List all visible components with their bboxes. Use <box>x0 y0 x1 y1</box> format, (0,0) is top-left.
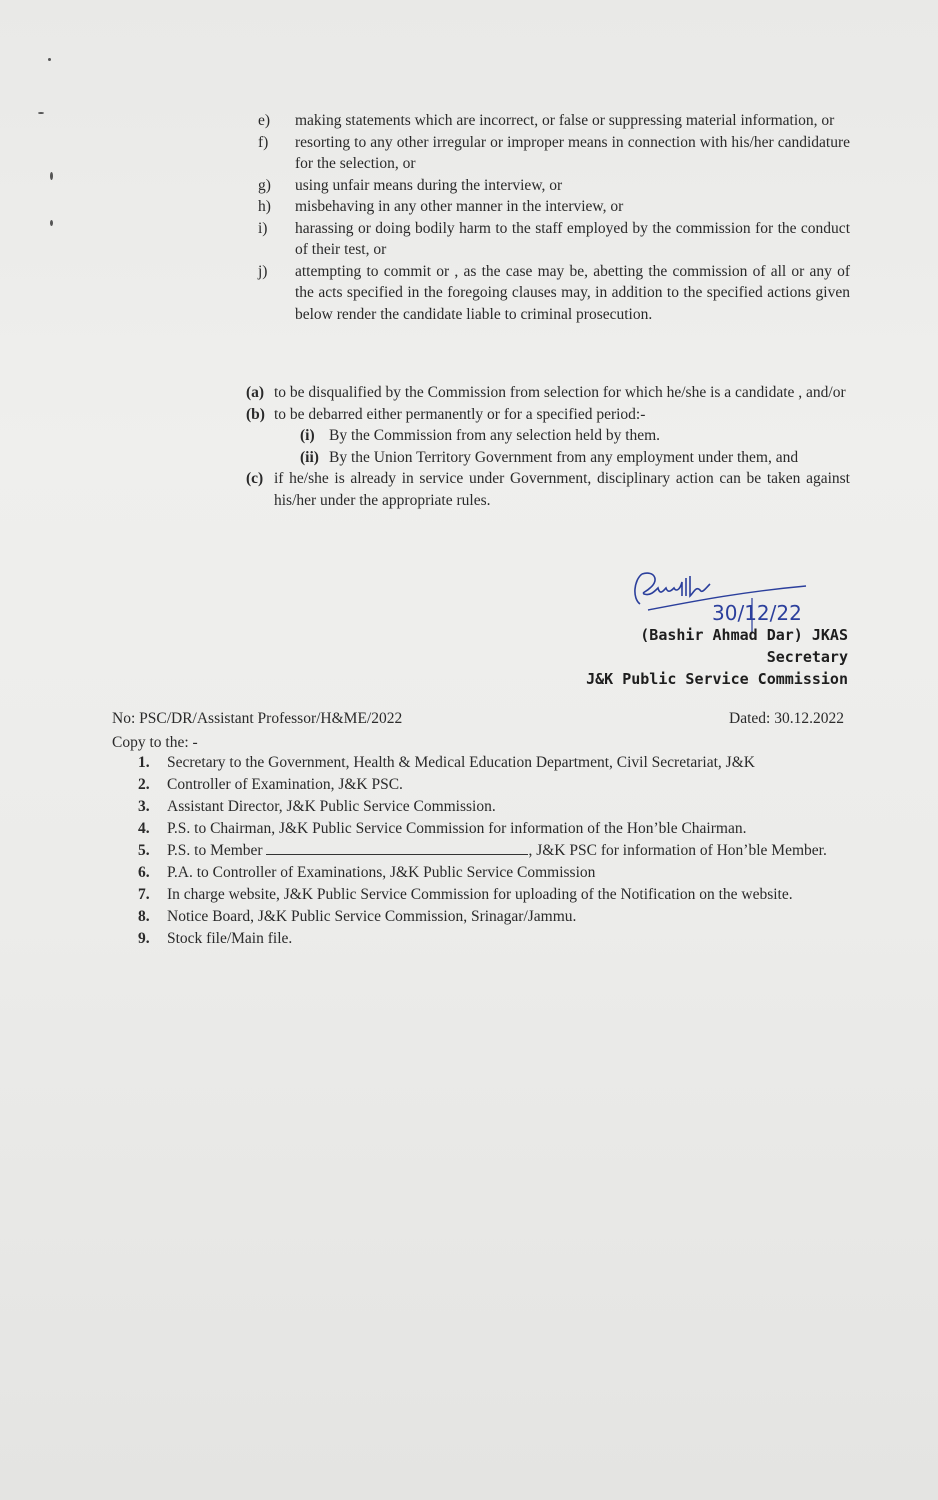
handwritten-signature-icon <box>620 562 820 632</box>
copy-item: 1. Secretary to the Government, Health & Medical Education Department, Civil Secretariat, J&K <box>138 754 755 771</box>
clause-f: f) resorting to any other irregular or improper means in connection with his/her candidature for the selection, or <box>258 133 850 172</box>
action-a: (a) to be disqualified by the Commission from selection for which he/she is a candidate , and/or <box>246 384 846 401</box>
clause-g: g) using unfair means during the interview, or <box>258 176 563 194</box>
action-b: (b) to be debarred either permanently or for a specified period:- <box>246 405 646 423</box>
member-name-blank <box>266 842 528 855</box>
action-b-i: (i) By the Commission from any selection held by them. <box>300 427 661 444</box>
signatory-organization: J&K Public Service Commission <box>586 670 848 688</box>
paper-speck <box>50 220 53 226</box>
copy-item: 8. Notice Board, J&K Public Service Commission, Srinagar/Jammu. <box>138 908 577 925</box>
copy-to-list <box>138 753 848 951</box>
paper-speck <box>38 112 44 114</box>
copy-item: 7. In charge website, J&K Public Service Commission for uploading of the Notification on the website. <box>138 886 793 903</box>
signatory-designation: Secretary <box>766 648 848 666</box>
penalty-actions <box>246 382 850 511</box>
copy-item: 4. P.S. to Chairman, J&K Public Service Commission for information of the Hon’ble Chairman. <box>138 820 747 837</box>
svg-text:30/12/22: 30/12/22 <box>712 601 802 625</box>
copy-item: 5. P.S. to Member , J&K PSC for information of Hon’ble Member. <box>138 842 827 859</box>
paper-speck <box>48 58 51 61</box>
copy-item: 2. Controller of Examination, J&K PSC. <box>138 776 403 793</box>
clause-e: e) making statements which are incorrect, or false or suppressing material information, or <box>258 112 835 129</box>
misconduct-clauses <box>258 110 850 325</box>
copy-item: 9. Stock file/Main file. <box>138 930 293 947</box>
copy-item: 3. Assistant Director, J&K Public Service Commission. <box>138 798 496 815</box>
signatory-block <box>586 624 848 690</box>
action-b-ii: (ii) By the Union Territory Government from any employment under them, and <box>300 448 799 466</box>
clause-j: j) attempting to commit or , as the case may be, abetting the commission of all or any of the acts specified in the foregoing clauses may, in addition to the specified actions given below render the candidate liable to criminal prosecution. <box>258 262 850 323</box>
reference-date: Dated: 30.12.2022 <box>729 710 844 727</box>
reference-number: No: PSC/DR/Assistant Professor/H&ME/2022 <box>112 710 403 727</box>
reference-line <box>112 710 844 728</box>
copy-item: 6. P.A. to Controller of Examinations, J&K Public Service Commission <box>138 864 596 881</box>
action-c: (c) if he/she is already in service under Government, disciplinary action can be taken against his/her under the appropriate rules. <box>246 470 850 509</box>
clause-h: h) misbehaving in any other manner in the interview, or <box>258 198 624 215</box>
clause-i: i) harassing or doing bodily harm to the staff employed by the commission for the conduct of their test, or <box>258 219 850 258</box>
paper-speck <box>50 172 53 180</box>
signatory-name: (Bashir Ahmad Dar) JKAS <box>640 626 848 644</box>
copy-to-heading: Copy to the: - <box>112 734 198 751</box>
